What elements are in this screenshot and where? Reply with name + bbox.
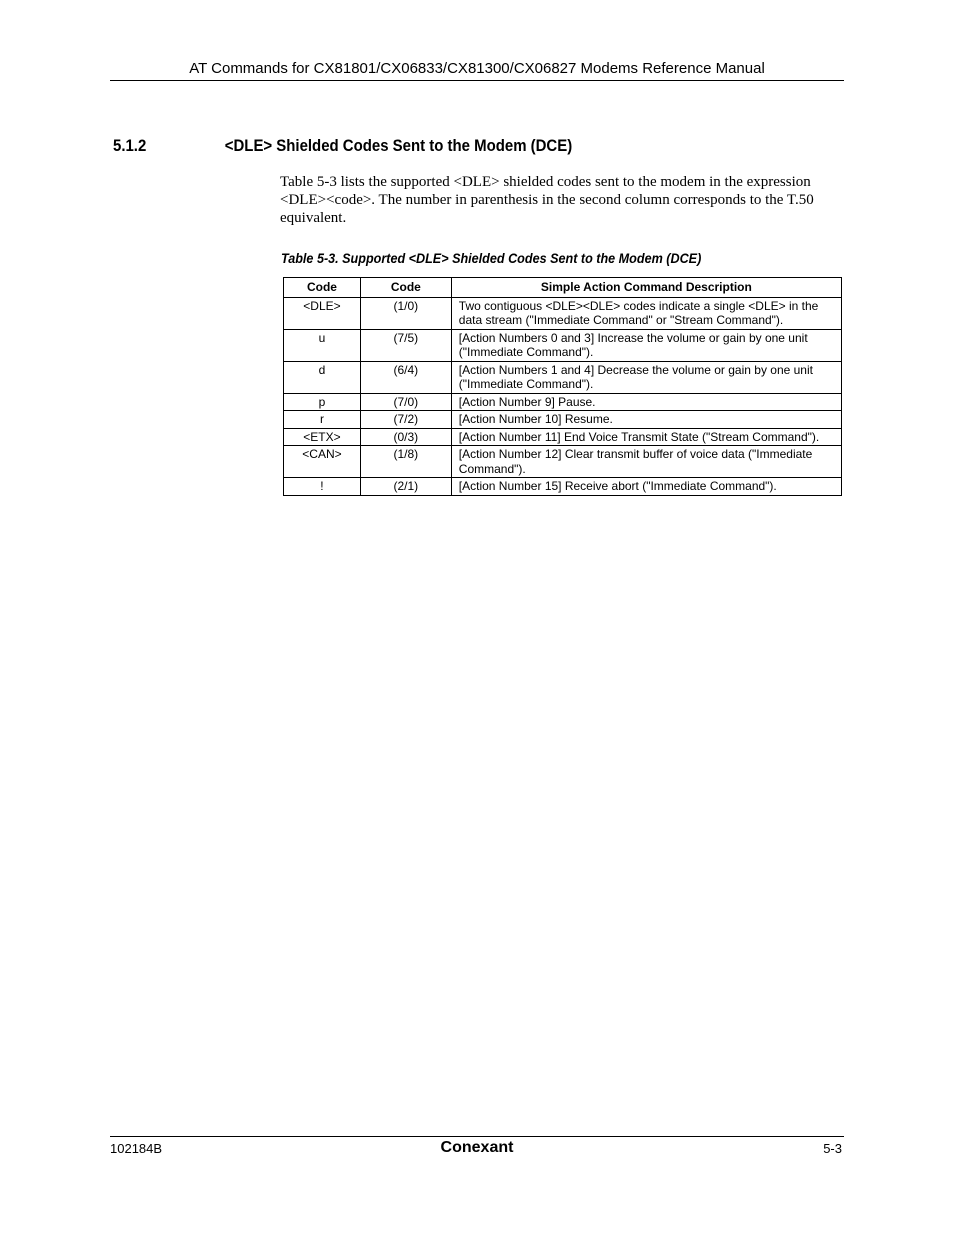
cell-t50: (0/3): [360, 428, 451, 446]
cell-code: <ETX>: [284, 428, 361, 446]
page-number: 5-3: [823, 1141, 842, 1156]
table-row: [284, 446, 842, 478]
section-number: 5.1.2: [113, 136, 147, 155]
cell-description: [Action Number 9] Pause.: [451, 393, 841, 411]
table-row: [284, 297, 842, 329]
cell-code: u: [284, 329, 361, 361]
cell-code: r: [284, 411, 361, 429]
cell-code: p: [284, 393, 361, 411]
running-header: AT Commands for CX81801/CX06833/CX81300/CX06827 Modems Reference Manual: [189, 60, 765, 77]
cell-description: [Action Number 11] End Voice Transmit State ("Stream Command").: [451, 428, 841, 446]
cell-t50: (2/1): [360, 478, 451, 496]
cell-description: [Action Number 15] Receive abort ("Immediate Command").: [451, 478, 841, 496]
table-row: [284, 411, 842, 429]
cell-t50: (7/5): [360, 329, 451, 361]
header-rule: [110, 80, 844, 81]
cell-t50: (1/0): [360, 297, 451, 329]
table-header-row: [284, 278, 842, 298]
table-row: [284, 393, 842, 411]
table-row: [284, 428, 842, 446]
column-header-code: Code: [284, 278, 361, 298]
document-number: 102184B: [110, 1141, 163, 1156]
intro-paragraph: Table 5-3 lists the supported <DLE> shielded codes sent to the modem in the expression <DLE><code>. The number in parenthesis in the second column corresponds to the T.50 equivalent.: [280, 174, 814, 226]
cell-description: [Action Numbers 0 and 3] Increase the volume or gain by one unit ("Immediate Command").: [451, 329, 841, 361]
table-row: [284, 361, 842, 393]
cell-description: [Action Number 12] Clear transmit buffer of voice data ("Immediate Command").: [451, 446, 841, 478]
column-header-description: Simple Action Command Description: [451, 278, 841, 298]
company-name: Conexant: [440, 1139, 514, 1156]
cell-description: [Action Number 10] Resume.: [451, 411, 841, 429]
table-caption: Table 5-3. Supported <DLE> Shielded Codes Sent to the Modem (DCE): [281, 250, 702, 266]
cell-t50: (1/8): [360, 446, 451, 478]
cell-code: !: [284, 478, 361, 496]
shielded-codes-table: [283, 277, 842, 496]
cell-description: Two contiguous <DLE><DLE> codes indicate a single <DLE> in the data stream ("Immediate Command" or "Stream Command").: [451, 297, 841, 329]
cell-code: <DLE>: [284, 297, 361, 329]
section-title: <DLE> Shielded Codes Sent to the Modem (DCE): [224, 136, 573, 155]
cell-t50: (7/0): [360, 393, 451, 411]
cell-description: [Action Numbers 1 and 4] Decrease the volume or gain by one unit ("Immediate Command").: [451, 361, 841, 393]
cell-code: <CAN>: [284, 446, 361, 478]
footer-rule: [110, 1136, 844, 1137]
cell-t50: (6/4): [360, 361, 451, 393]
table-row: [284, 478, 842, 496]
cell-code: d: [284, 361, 361, 393]
section-heading: [113, 135, 764, 157]
cell-t50: (7/2): [360, 411, 451, 429]
table-row: [284, 329, 842, 361]
column-header-t50-code: Code: [360, 278, 451, 298]
